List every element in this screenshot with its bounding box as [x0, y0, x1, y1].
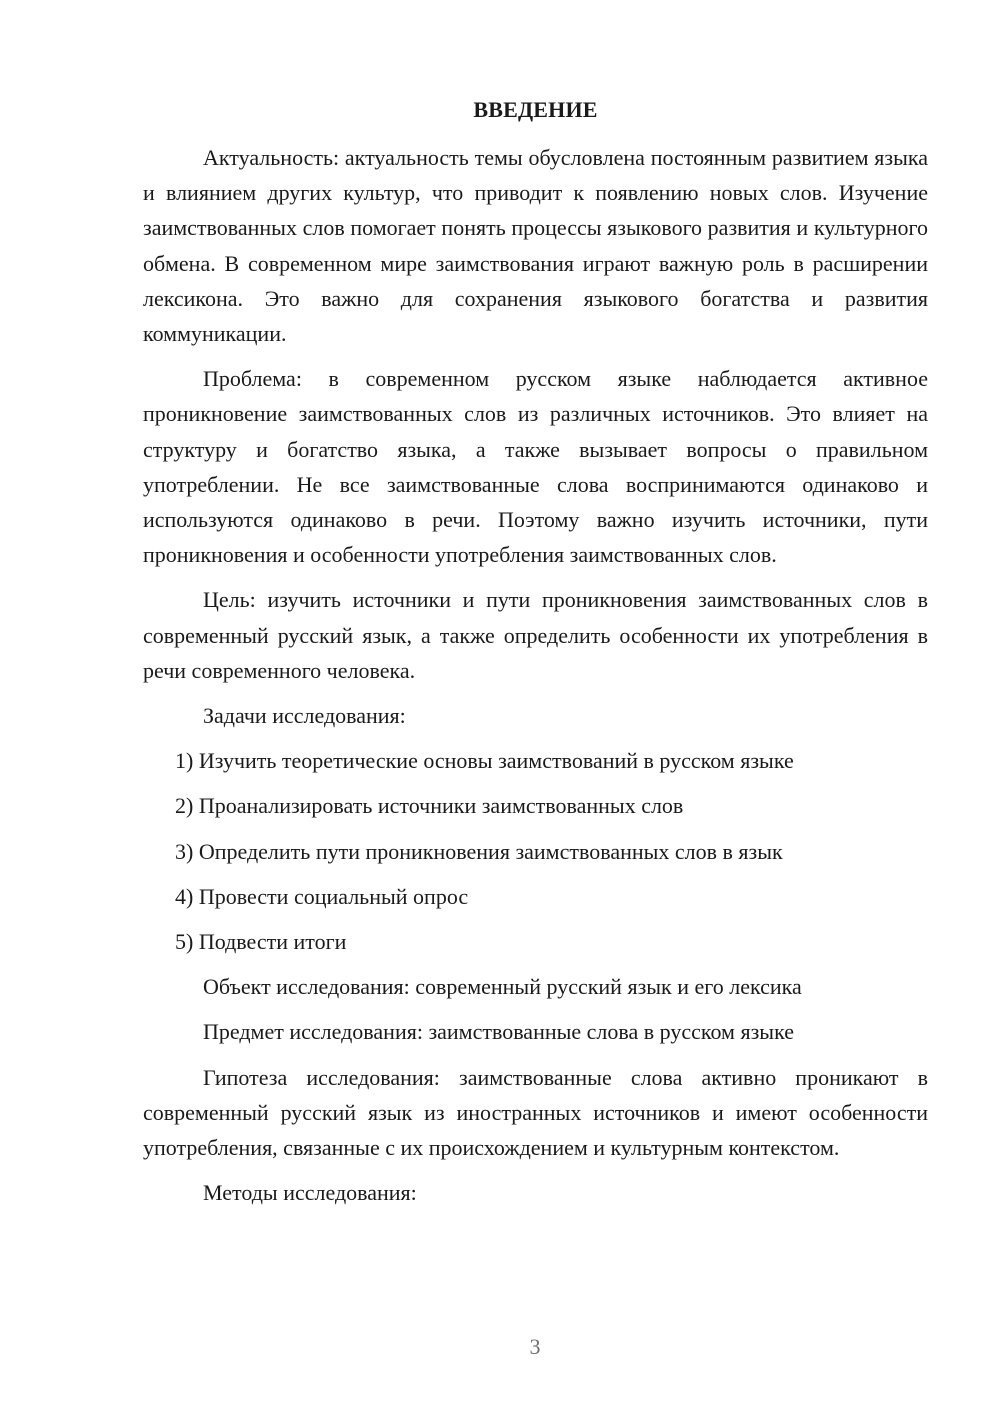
section-heading: ВВЕДЕНИЕ	[473, 97, 598, 122]
page-content	[143, 92, 928, 1220]
hypothesis-paragraph: Гипотеза исследования: заимствованные слова активно проникают в современный русский язык из иностранных источников и имеют особенности употребления, связанные с их происхождением и культурным контекстом.	[143, 1064, 928, 1161]
task-item: 5) Подвести итоги	[175, 929, 347, 955]
task-item: 3) Определить пути проникновения заимствованных слов в язык	[175, 838, 783, 864]
relevance-paragraph: Актуальность: актуальность темы обусловлена постоянным развитием языка и влиянием других культур, что приводит к появлению новых слов. Изучение заимствованных слов помогает понять процессы языкового развития и культурного обмена. В современном мире заимствования играют важную роль в расширении лексикона. Это важно для сохранения языкового богатства и развития коммуникации.	[143, 145, 928, 347]
task-item: 1) Изучить теоретические основы заимствований в русском языке	[175, 748, 794, 774]
tasks-list	[143, 743, 928, 959]
page-number: 3	[529, 1334, 541, 1359]
goal-paragraph: Цель: изучить источники и пути проникновения заимствованных слов в современный русский язык, а также определить особенности их употребления в речи современного человека.	[143, 587, 928, 683]
subject-paragraph: Предмет исследования: заимствованные слова в русском языке	[203, 1019, 794, 1045]
object-paragraph: Объект исследования: современный русский язык и его лексика	[203, 974, 802, 1000]
problem-paragraph: Проблема: в современном русском языке наблюдается активное проникновение заимствованных слов из различных источников. Это влияет на структуру и богатство языка, а также вызывает вопросы о правильном употреблении. Не все заимствованные слова воспринимаются одинаково и используются одинаково в речи. Поэтому важно изучить источники, пути проникновения и особенности употребления заимствованных слов.	[143, 366, 928, 568]
methods-heading: Методы исследования:	[203, 1180, 417, 1206]
task-item: 2) Проанализировать источники заимствованных слов	[175, 793, 684, 819]
task-item: 4) Провести социальный опрос	[175, 883, 469, 909]
tasks-heading: Задачи исследования:	[203, 703, 406, 729]
